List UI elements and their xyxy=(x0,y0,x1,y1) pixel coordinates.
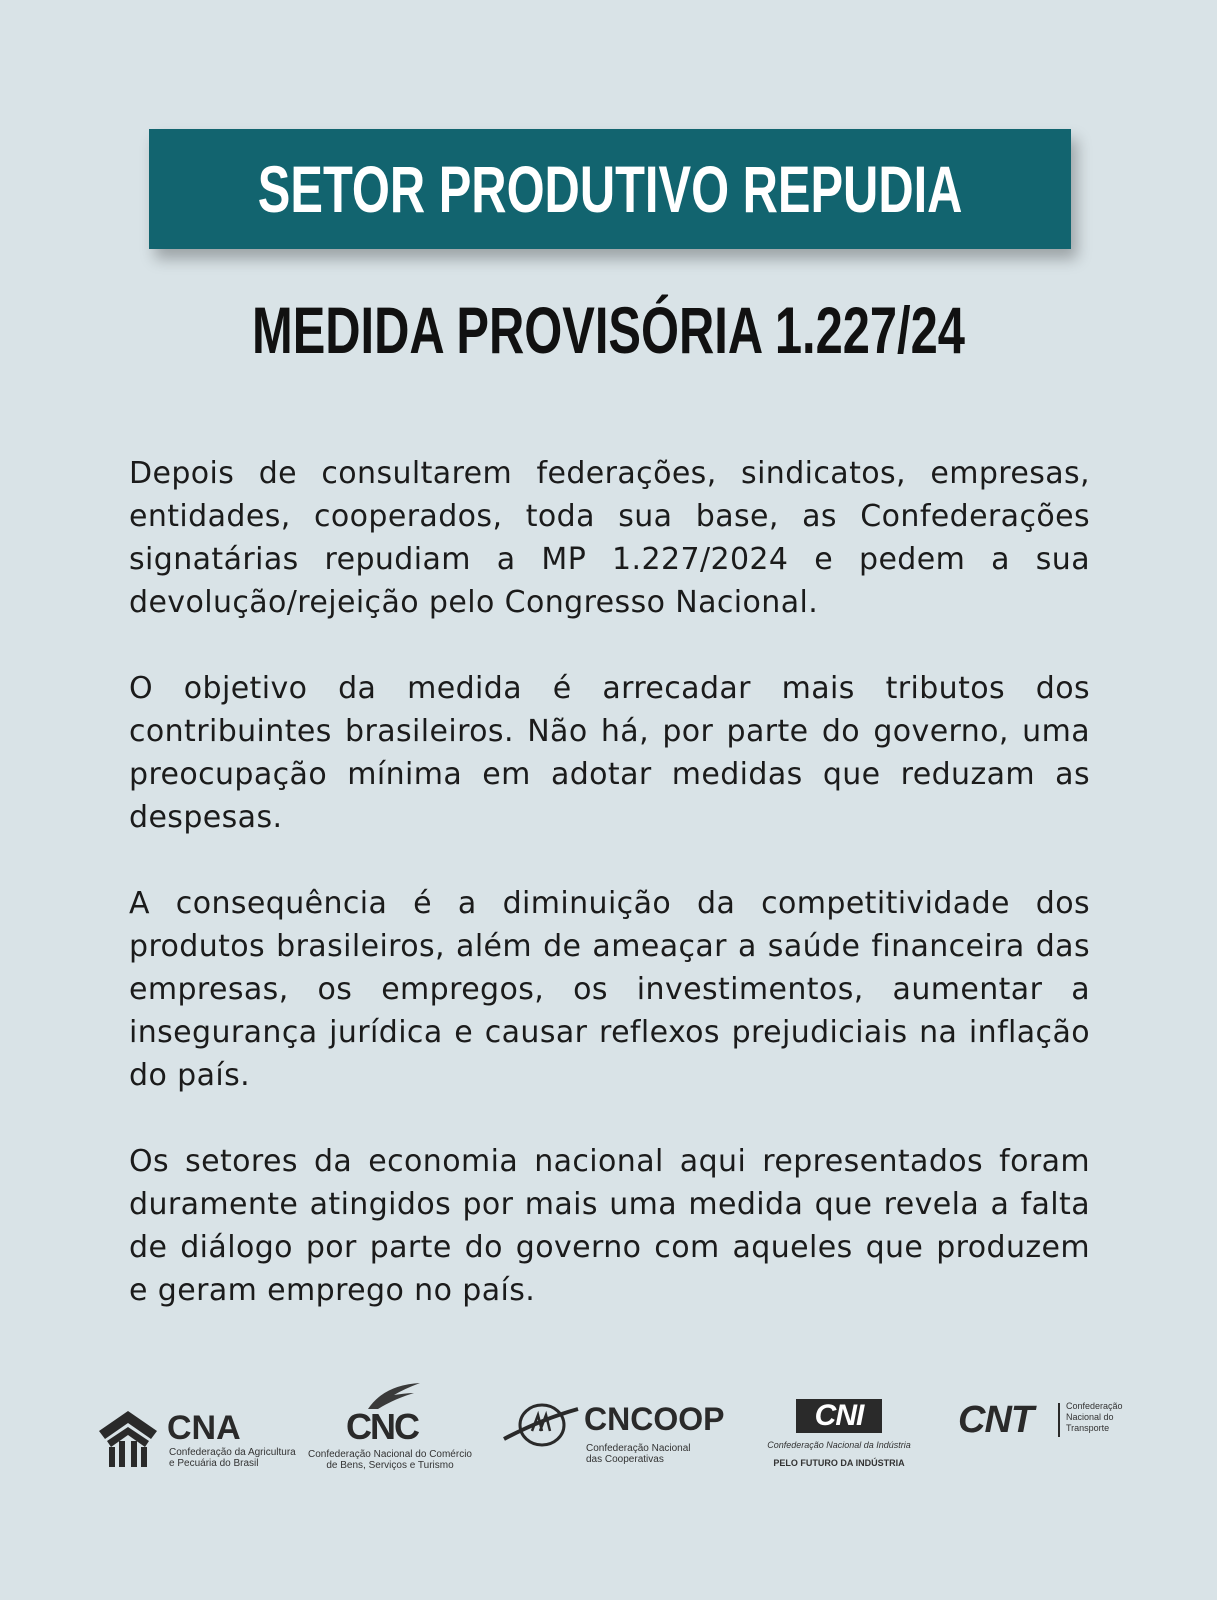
cni-name: CNI xyxy=(814,1399,864,1432)
cna-sub-line2: e Pecuária do Brasil xyxy=(169,1458,259,1469)
paragraph: Depois de consultarem federações, sindicatos, empresas, entidades, cooperados, toda sua base, as Confederações signatárias repudiam a MP 1.227/2024 e pedem a sua devolução/rejeição pelo Congresso Nacional. xyxy=(129,456,1090,620)
cnc-sub-line2: de Bens, Serviços e Turismo xyxy=(326,1460,454,1471)
cni-sub-line1: Confederação Nacional da Indústria xyxy=(767,1440,911,1450)
cncoop-logo xyxy=(502,1399,742,1479)
cnt-divider xyxy=(1058,1403,1060,1437)
cna-emblem-icon xyxy=(95,1407,161,1469)
cncoop-sub-line1: Confederação Nacional xyxy=(586,1443,691,1454)
cnc-sub-line1: Confederação Nacional do Comércio xyxy=(308,1449,472,1460)
cna-sub-line1: Confederação da Agricultura xyxy=(169,1447,296,1458)
page-subtitle: MEDIDA PROVISÓRIA 1.227/24 xyxy=(252,293,965,367)
cnt-logo xyxy=(958,1399,1138,1459)
cnt-name: CNT xyxy=(958,1399,1034,1441)
page-title: SETOR PRODUTIVO REPUDIA xyxy=(257,152,963,226)
cnt-sub-line1: Confederação xyxy=(1066,1401,1123,1411)
title-banner xyxy=(149,129,1071,249)
cnt-sub-line2: Nacional do xyxy=(1066,1412,1114,1422)
cncoop-sub-line2: das Cooperativas xyxy=(586,1454,664,1465)
signatory-logos xyxy=(90,1395,1140,1505)
cna-name: CNA xyxy=(167,1409,241,1447)
cncoop-emblem-icon xyxy=(502,1399,580,1451)
cni-logo xyxy=(758,1399,938,1479)
paragraph: A consequência é a diminuição da competitividade dos produtos brasileiros, além de ameaçar a saúde financeira das empresas, os empregos, os investimentos, aumentar a insegurança jurídica e causar reflexos prejudiciais na inflação do país. xyxy=(129,886,1090,1093)
statement-body xyxy=(129,452,1090,1355)
paragraph: O objetivo da medida é arrecadar mais tributos dos contribuintes brasileiros. Não há, por parte do governo, uma preocupação mínima em adotar medidas que reduzam as despesas. xyxy=(129,671,1090,835)
cni-badge-icon xyxy=(796,1399,882,1433)
cnc-logo xyxy=(300,1381,480,1481)
cna-logo xyxy=(95,1407,295,1477)
cnt-sub-line3: Transporte xyxy=(1066,1423,1110,1433)
cni-sub-line2: PELO FUTURO DA INDÚSTRIA xyxy=(773,1458,905,1468)
paragraph: Os setores da economia nacional aqui representados foram duramente atingidos por mais uma medida que revela a falta de diálogo por parte do governo com aqueles que produzem e geram emprego no país. xyxy=(129,1144,1090,1308)
cncoop-name: CNCOOP xyxy=(584,1401,725,1437)
cnc-name: CNC xyxy=(346,1406,418,1447)
